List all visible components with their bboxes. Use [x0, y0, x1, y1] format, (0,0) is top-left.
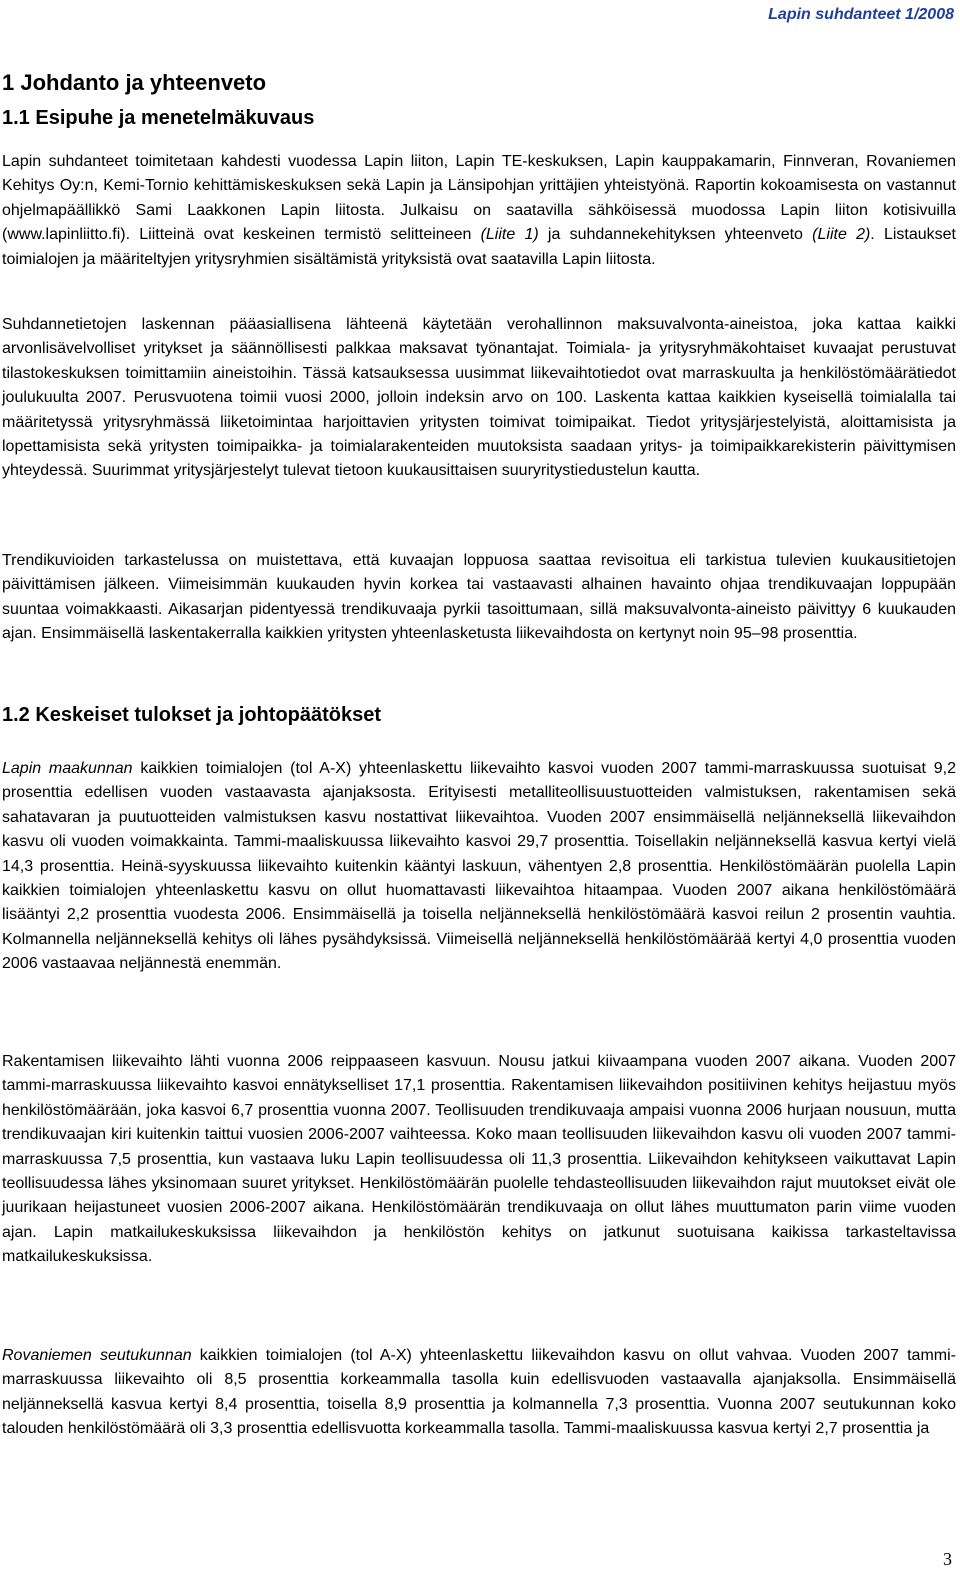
chapter-title: 1 Johdanto ja yhteenveto: [2, 70, 267, 95]
paragraph-data-sources: Suhdannetietojen laskennan pääasiallisena lähteenä käytetään verohallinnon maksuvalvonta-aineistoa, joka kattaa kaikki arvonlisävelvolliset yritykset ja säännöllisesti palkkaa maksavat työnantajat. Toimiala- ja yritysryhmäkohtaiset kuvaajat perustuvat tilastokeskuksen toimittamiin aineistoihin. Tässä katsauksessa uusimmat liikevaihtotiedot ovat marraskuulta ja henkilöstömäärätiedot joulukuulta 2007. Perusvuotena toimii vuosi 2000, jolloin indeksin arvo on 100. Laskenta kattaa kaikkien kyseisellä toimialalla tai määritetyssä yritysryhmässä liiketoimintaa harjoittavien yritysten toimivat toimipaikat. Tiedot yritysjärjestelyistä, aloittamisista ja lopettamisista sekä yritysten toimipaikka- ja toimialarakenteiden muutoksista saadaan yritys- ja toimipaikkarekisterin päivittymisen yhteydessä. Suurimmat yritysjärjestelyt tulevat tietoon kuukausittaisen suuryritystiedustelun kautta.: [2, 316, 956, 480]
section-title-1-1: 1.1 Esipuhe ja menetelmäkuvaus: [2, 107, 315, 129]
running-header: Lapin suhdanteet 1/2008: [768, 6, 954, 23]
section-title-1-2: 1.2 Keskeiset tulokset ja johtopäätökset: [2, 704, 382, 726]
paragraph-intro: Lapin suhdanteet toimitetaan kahdesti vuodessa Lapin liiton, Lapin TE-keskuksen, Lapin kauppakamarin, Finnveran, Rovaniemen Kehitys Oy:n, Kemi-Tornio kehittämiskeskuksen sekä Lapin ja Länsipohjan yrittäjien yhteistyönä. Raportin kokoamisesta on vastannut ohjelmapäällikkö Sami Laakkonen Lapin liitosta. Julkaisu on saatavilla sähköisessä muodossa Lapin liiton kotisivuilla (www.lapinliitto.fi). Liitteinä ovat keskeinen termistö selitteineen (Liite 1) ja suhdannekehityksen yhteenveto (Liite 2). Listaukset toimialojen ja määriteltyjen yritysryhmien sisältämistä yrityksistä ovat saatavilla Lapin liitosta.: [2, 153, 956, 268]
paragraph-lapland-region: Lapin maakunnan kaikkien toimialojen (tol A-X) yhteenlaskettu liikevaihto kasvoi vuoden 2007 tammi-marraskuussa suotuisat 9,2 prosenttia edellisen vuoden vastaavasta ajanjaksosta. Erityisesti metalliteollisuustuotteiden valmistuksen, rakentamisen sekä sahatavaran ja puutuotteiden valmistuksen kasvu nostattivat liikevaihtoa. Vuoden 2007 ensimmäisellä neljänneksellä liikevaihdon kasvu oli vuoden voimakkainta. Tammi-maaliskuussa liikevaihto kasvoi 29,7 prosenttia. Toisellakin neljänneksellä kasvua kertyi vielä 14,3 prosenttia. Heinä-syyskuussa liikevaihto kuitenkin kääntyi laskuun, vähentyen 2,8 prosenttia. Henkilöstömäärän puolella Lapin kaikkien toimialojen yhteenlaskettu kasvu on ollut huomattavasti liikevaihtoa hitaampaa. Vuoden 2007 aikana henkilöstömäärä lisääntyi 2,2 prosenttia vuodesta 2006. Ensimmäisellä ja toisella neljänneksellä henkilöstömäärä kasvoi reilun 2 prosentin vauhtia. Kolmannella neljänneksellä kehitys oli lähes pysähdyksissä. Viimeisellä neljänneksellä henkilöstömäärää kertyi 4,0 prosenttia vuoden 2006 vastaavaa neljännestä enemmän.: [2, 760, 956, 973]
paragraph-construction-industry: Rakentamisen liikevaihto lähti vuonna 2006 reippaaseen kasvuun. Nousu jatkui kiivaampana vuoden 2007 aikana. Vuoden 2007 tammi-marraskuussa liikevaihto kasvoi ennätykselliset 17,1 prosenttia. Rakentamisen liikevaihdon positiivinen kehitys heijastuu myös henkilöstömäärään, joka kasvoi 6,7 prosenttia vuonna 2007. Teollisuuden trendikuvaaja ampaisi vuonna 2006 hurjaan nousuun, mutta trendikuvaajan kiri kuitenkin taittui vuosien 2006-2007 vaihteessa. Koko maan teollisuuden liikevaihdon kasvu oli vuoden 2007 tammi-marraskuussa 7,5 prosenttia, kun vastaava luku Lapin teollisuudessa oli 11,3 prosenttia. Liikevaihdon kehitykseen vaikuttavat Lapin teollisuudessa lähes yksinomaan suuret yritykset. Henkilöstömäärän puolelle tehdasteollisuuden liikevaihdon rajut muutokset eivät ole juurikaan heijastuneet vuosien 2006-2007 aikana. Henkilöstömäärän trendikuvaaja on ollut lähes muuttumaton parin viime vuoden ajan. Lapin matkailukeskuksissa liikevaihdon ja henkilöstön kehitys on jatkunut suotuisana kaikissa tarkasteltavissa matkailukeskuksissa.: [2, 1053, 956, 1266]
paragraph-rovaniemi-subregion: Rovaniemen seutukunnan kaikkien toimialojen (tol A-X) yhteenlaskettu liikevaihdon kasvu on ollut vahvaa. Vuoden 2007 tammi-marraskuussa liikevaihto oli 8,5 prosenttia korkeammalla tasolla kuin edellisvuoden vastaavalla ajanjaksolla. Ensimmäisellä neljänneksellä kasvua kertyi 8,4 prosenttia, toisella 8,9 prosenttia ja kolmannella 7,3 prosenttia. Vuonna 2007 seutukunnan koko talouden henkilöstömäärä oli 3,3 prosenttia edellisvuotta korkeammalla tasolla. Tammi-maaliskuussa kasvua kertyi 2,7 prosenttia ja: [2, 1347, 956, 1438]
page-number: 3: [943, 1549, 952, 1569]
paragraph-trend-notes: Trendikuvioiden tarkastelussa on muistettava, että kuvaajan loppuosa saattaa revisoitua eli tarkistua tulevien kuukausitietojen päivittämisen jälkeen. Viimeisimmän kuukauden hyvin korkea tai vastaavasti alhainen havainto ohjaa trendikuvaajan loppupään suuntaa voimakkaasti. Aikasarjan pidentyessä trendikuvaaja pyrkii tasoittumaan, sillä maksuvalvonta-aineisto päivittyy 6 kuukauden ajan. Ensimmäisellä laskentakerralla kaikkien yritysten yhteenlasketusta liikevaihdosta on kertynyt noin 95–98 prosenttia.: [2, 552, 956, 643]
